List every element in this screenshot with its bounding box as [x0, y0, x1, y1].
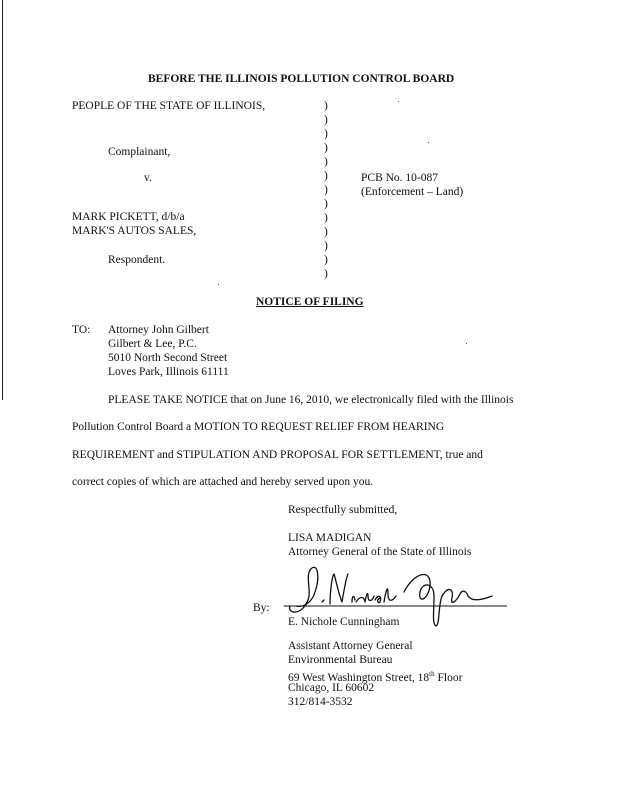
- scan-speck: [218, 284, 219, 285]
- attorney-general-title: Attorney General of the State of Illinois: [288, 546, 472, 558]
- notice-body-line: PLEASE TAKE NOTICE that on June 16, 2010, we electronically filed with the Illinois: [108, 394, 514, 406]
- caption-paren: ): [324, 254, 328, 266]
- board-title: BEFORE THE ILLINOIS POLLUTION CONTROL BOARD: [148, 73, 455, 85]
- scan-speck: [466, 343, 467, 344]
- to-label: TO:: [72, 324, 91, 336]
- notice-title: NOTICE OF FILING: [256, 296, 364, 308]
- defendant-role: Respondent.: [108, 254, 166, 266]
- recipient-line: Loves Park, Illinois 61111: [108, 366, 229, 378]
- caption-paren: ): [324, 100, 328, 112]
- caption-paren: ): [324, 240, 328, 252]
- signer-title: Assistant Attorney General: [288, 640, 413, 652]
- defendant-name-line1: MARK PICKETT, d/b/a: [72, 211, 185, 223]
- scan-speck: [398, 101, 399, 102]
- caption-paren: ): [324, 184, 328, 196]
- caption-paren: ): [324, 128, 328, 140]
- plaintiff-role: Complainant,: [108, 146, 171, 158]
- street-address-suffix: Floor: [434, 671, 463, 684]
- signer-name: E. Nichole Cunningham: [288, 616, 400, 628]
- by-label: By:: [253, 602, 270, 614]
- caption-paren: ): [324, 268, 328, 280]
- recipient-line: Attorney John Gilbert: [108, 324, 209, 336]
- caption-paren: ): [324, 212, 328, 224]
- notice-body-line: correct copies of which are attached and hereby served upon you.: [72, 476, 374, 488]
- street-address-ordinal: th: [429, 670, 435, 678]
- caption-paren: ): [324, 142, 328, 154]
- bureau-name: Environmental Bureau: [288, 654, 393, 666]
- versus-label: v.: [144, 172, 152, 184]
- city-state-zip: Chicago, IL 60602: [288, 682, 375, 694]
- case-type: (Enforcement – Land): [361, 186, 464, 198]
- phone-number: 312/814-3532: [288, 696, 353, 708]
- plaintiff-name: PEOPLE OF THE STATE OF ILLINOIS,: [72, 100, 266, 112]
- notice-body-line: REQUIREMENT and STIPULATION AND PROPOSAL FOR SETTLEMENT, true and: [72, 449, 483, 461]
- defendant-name-line2: MARK'S AUTOS SALES,: [72, 225, 197, 237]
- recipient-line: 5010 North Second Street: [108, 352, 228, 364]
- recipient-line: Gilbert & Lee, P.C.: [108, 338, 197, 350]
- scan-speck: [428, 142, 429, 143]
- left-margin-rule: [2, 0, 3, 400]
- attorney-general-name: LISA MADIGAN: [288, 532, 372, 544]
- notice-body-line: Pollution Control Board a MOTION TO REQUEST RELIEF FROM HEARING: [72, 421, 445, 433]
- caption-paren: ): [324, 170, 328, 182]
- case-number: PCB No. 10-087: [361, 172, 438, 184]
- respectfully-submitted: Respectfully submitted,: [288, 504, 398, 516]
- caption-paren: ): [324, 156, 328, 168]
- street-address-main: 69 West Washington Street, 18: [288, 671, 430, 684]
- caption-paren: ): [324, 198, 328, 210]
- caption-paren: ): [324, 226, 328, 238]
- caption-paren: ): [324, 114, 328, 126]
